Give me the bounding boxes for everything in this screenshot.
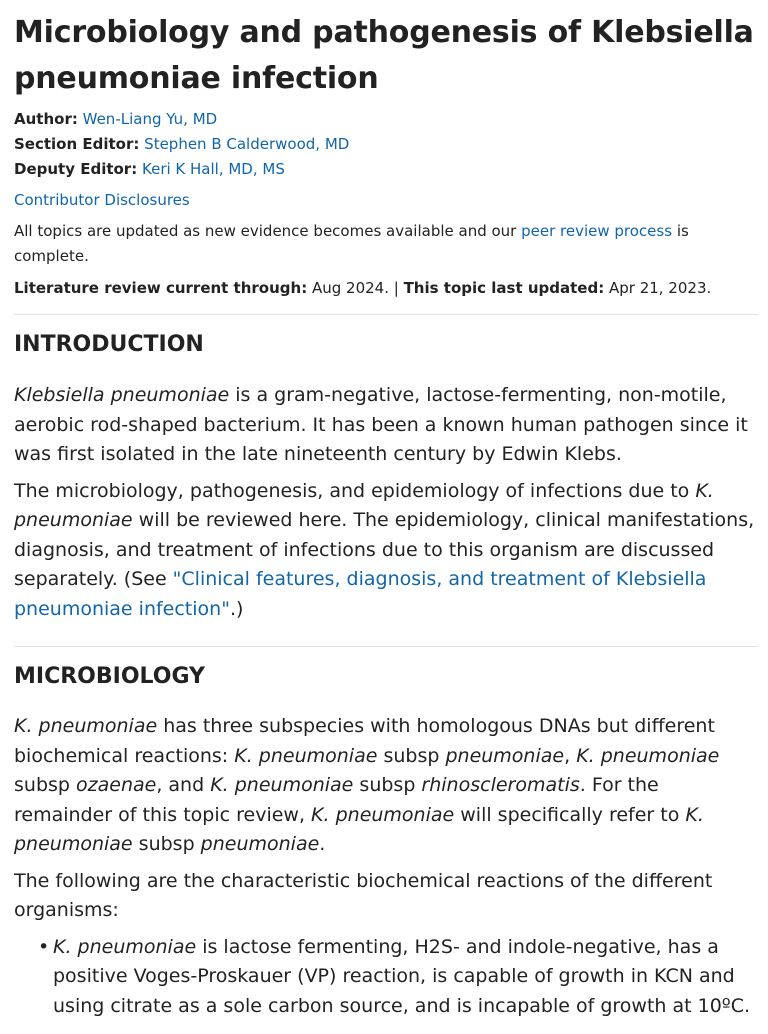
organism-name: K. pneumoniae [14, 803, 704, 855]
organism-name: pneumoniae [445, 744, 565, 767]
organism-name: K. pneumoniae [210, 774, 354, 796]
deputy-editor-line [14, 157, 758, 182]
organism-name: K. pneumoniae [311, 803, 455, 826]
author-line [14, 107, 758, 132]
organism-name: K. pneumoniae [14, 479, 714, 531]
microbiology-heading: MICROBIOLOGY [14, 664, 205, 689]
paragraph-text: . [319, 833, 326, 855]
divider [14, 314, 758, 315]
microbiology-paragraph-2: The following are the characteristic biochemical reactions of the different organisms: [14, 869, 713, 921]
biochemical-reactions-list [14, 933, 758, 1022]
deputy-editor-link[interactable]: Keri K Hall, MD, MS [142, 160, 285, 178]
paragraph-text: subsp [132, 833, 201, 855]
organism-name: rhinoscleromatis [421, 774, 580, 796]
update-note-before: All topics are updated as new evidence becomes available and our [14, 222, 522, 240]
list-item [38, 933, 758, 1022]
literature-review-label: Literature review current through: [14, 279, 308, 297]
introduction-p2-end: .) [229, 597, 244, 620]
organism-name: K. pneumoniae [576, 744, 720, 767]
section-editor-label: Section Editor: [14, 135, 140, 153]
introduction-p2-mid: will be reviewed here. The epidemiology, clinical manifestations, diagnosis, and treatment of infections due to this organism are discussed separately. (See [14, 509, 755, 590]
organism-name: pneumoniae [200, 833, 320, 855]
paragraph-text: subsp [353, 774, 422, 796]
paragraph-text: , and [156, 774, 211, 796]
last-updated-label: This topic last updated: [403, 279, 605, 297]
divider [14, 646, 758, 647]
bullet-icon: • [38, 935, 50, 958]
paragraph-text: subsp [14, 774, 77, 796]
author-link[interactable]: Wen-Liang Yu, MD [82, 110, 218, 128]
microbiology-paragraph-1 [14, 712, 758, 860]
introduction-p2-start: The microbiology, pathogenesis, and epidemiology of infections due to [14, 479, 696, 502]
update-note [14, 219, 758, 269]
page-title: Microbiology and pathogenesis of Klebsiella pneumoniae infection [14, 15, 754, 96]
introduction-heading: INTRODUCTION [14, 332, 204, 357]
organism-name: K. pneumoniae [14, 715, 158, 737]
contributor-disclosures-row [14, 188, 758, 213]
paragraph-text: , [564, 744, 577, 767]
organism-name: K. pneumoniae [234, 744, 378, 767]
literature-review-date: Aug 2024. [307, 279, 389, 297]
clinical-features-link[interactable]: "Clinical features, diagnosis, and treatment of Klebsiella pneumoniae infection" [14, 568, 707, 620]
paragraph-text: subsp [377, 744, 446, 767]
paragraph-text: has three subspecies with homologous DNAs but different biochemical reactions: [14, 715, 715, 767]
peer-review-process-link[interactable]: peer review process [521, 222, 673, 240]
introduction-paragraph-1 [14, 381, 758, 470]
review-dates [14, 276, 758, 301]
section-editor-line [14, 132, 758, 157]
organism-name: Klebsiella pneumoniae [14, 384, 230, 406]
author-label: Author: [14, 110, 78, 128]
introduction-p1-text: is a gram-negative, lactose-fermenting, non-motile, aerobic rod-shaped bacterium. It has been a known human pathogen since it was first isolated in the late nineteenth century by Edwin Klebs. [14, 384, 748, 465]
list-item-text: is lactose fermenting, H2S- and indole-negative, has a positive Voges-Proskauer (VP) reaction, is capable of growth in KCN and using citrate as a sole carbon source, and is incapable of growth at 10ºC. [53, 935, 751, 1017]
article [0, 10, 768, 1021]
update-note-after: is complete. [14, 222, 689, 265]
section-editor-link[interactable]: Stephen B Calderwood, MD [144, 135, 350, 153]
organism-name: K. pneumoniae [53, 935, 197, 958]
deputy-editor-label: Deputy Editor: [14, 160, 138, 178]
contributor-disclosures-link[interactable]: Contributor Disclosures [14, 191, 190, 209]
paragraph-text: . For the remainder of this topic review, [14, 774, 659, 826]
organism-name: ozaenae [76, 774, 157, 796]
last-updated-date: Apr 21, 2023. [604, 279, 712, 297]
introduction-paragraph-2 [14, 477, 758, 625]
review-separator: | [388, 279, 404, 297]
paragraph-text: will specifically refer to [454, 803, 686, 826]
